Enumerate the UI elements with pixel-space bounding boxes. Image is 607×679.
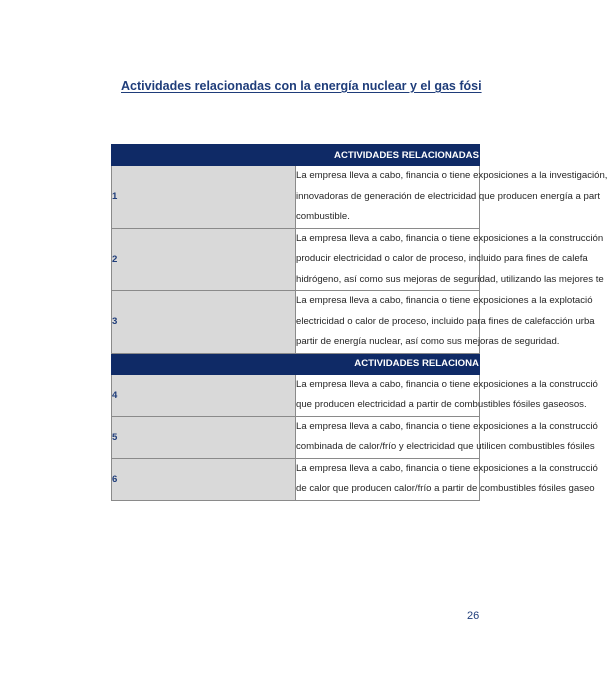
- description-line: La empresa lleva a cabo, financia o tiene exposiciones a la construcció: [296, 462, 598, 474]
- row-number: 1: [112, 166, 296, 229]
- table-row: [112, 291, 480, 354]
- description-line: electricidad o calor de proceso, incluido para fines de calefacción urba: [296, 315, 595, 327]
- row-description: [296, 416, 598, 458]
- table-row: [112, 416, 480, 458]
- row-number: 3: [112, 291, 296, 354]
- row-number: 2: [112, 228, 296, 291]
- section-header-nuclear: [112, 145, 480, 166]
- row-number: 6: [112, 458, 296, 500]
- page-number: 26: [467, 610, 480, 622]
- table-row: [112, 228, 480, 291]
- description-line: partir de energía nuclear, así como sus mejoras de seguridad.: [296, 336, 560, 347]
- description-line: La empresa lleva a cabo, financia o tiene exposiciones a la construcció: [296, 378, 598, 390]
- description-line: innovadoras de generación de electricidad que producen energía a part: [296, 190, 601, 202]
- description-line: hidrógeno, así como sus mejoras de seguridad, utilizando las mejores te: [296, 273, 604, 285]
- row-description: [296, 458, 598, 500]
- row-description: [296, 228, 604, 291]
- table-row: [112, 166, 480, 229]
- row-description: [296, 291, 595, 354]
- description-line: de calor que producen calor/frío a partir de combustibles fósiles gaseo: [296, 483, 595, 494]
- section-header-gas: [112, 353, 480, 374]
- description-line: La empresa lleva a cabo, financia o tiene exposiciones a la construcción: [296, 232, 604, 244]
- row-description: [296, 166, 607, 229]
- description-line: que producen electricidad a partir de combustibles fósiles gaseosos.: [296, 399, 587, 410]
- section-header-label: ACTIVIDADES RELACIONA: [112, 353, 480, 374]
- activities-table: [111, 144, 607, 501]
- table-row: [112, 374, 480, 416]
- row-number: 5: [112, 416, 296, 458]
- section-header-label: ACTIVIDADES RELACIONADAS: [112, 145, 480, 166]
- description-line: La empresa lleva a cabo, financia o tiene exposiciones a la investigación,: [296, 170, 607, 181]
- row-description: [296, 374, 598, 416]
- description-line: La empresa lleva a cabo, financia o tiene exposiciones a la construcció: [296, 420, 598, 432]
- table-row: [112, 458, 480, 500]
- row-number: 4: [112, 374, 296, 416]
- description-line: producir electricidad o calor de proceso, incluido para fines de calefa: [296, 253, 588, 264]
- description-line: combustible.: [296, 211, 350, 222]
- description-line: combinada de calor/frío y electricidad que utilicen combustibles fósiles: [296, 441, 595, 452]
- description-line: La empresa lleva a cabo, financia o tiene exposiciones a la explotació: [296, 295, 593, 306]
- page-title: Actividades relacionadas con la energía nuclear y el gas fósi: [121, 79, 482, 93]
